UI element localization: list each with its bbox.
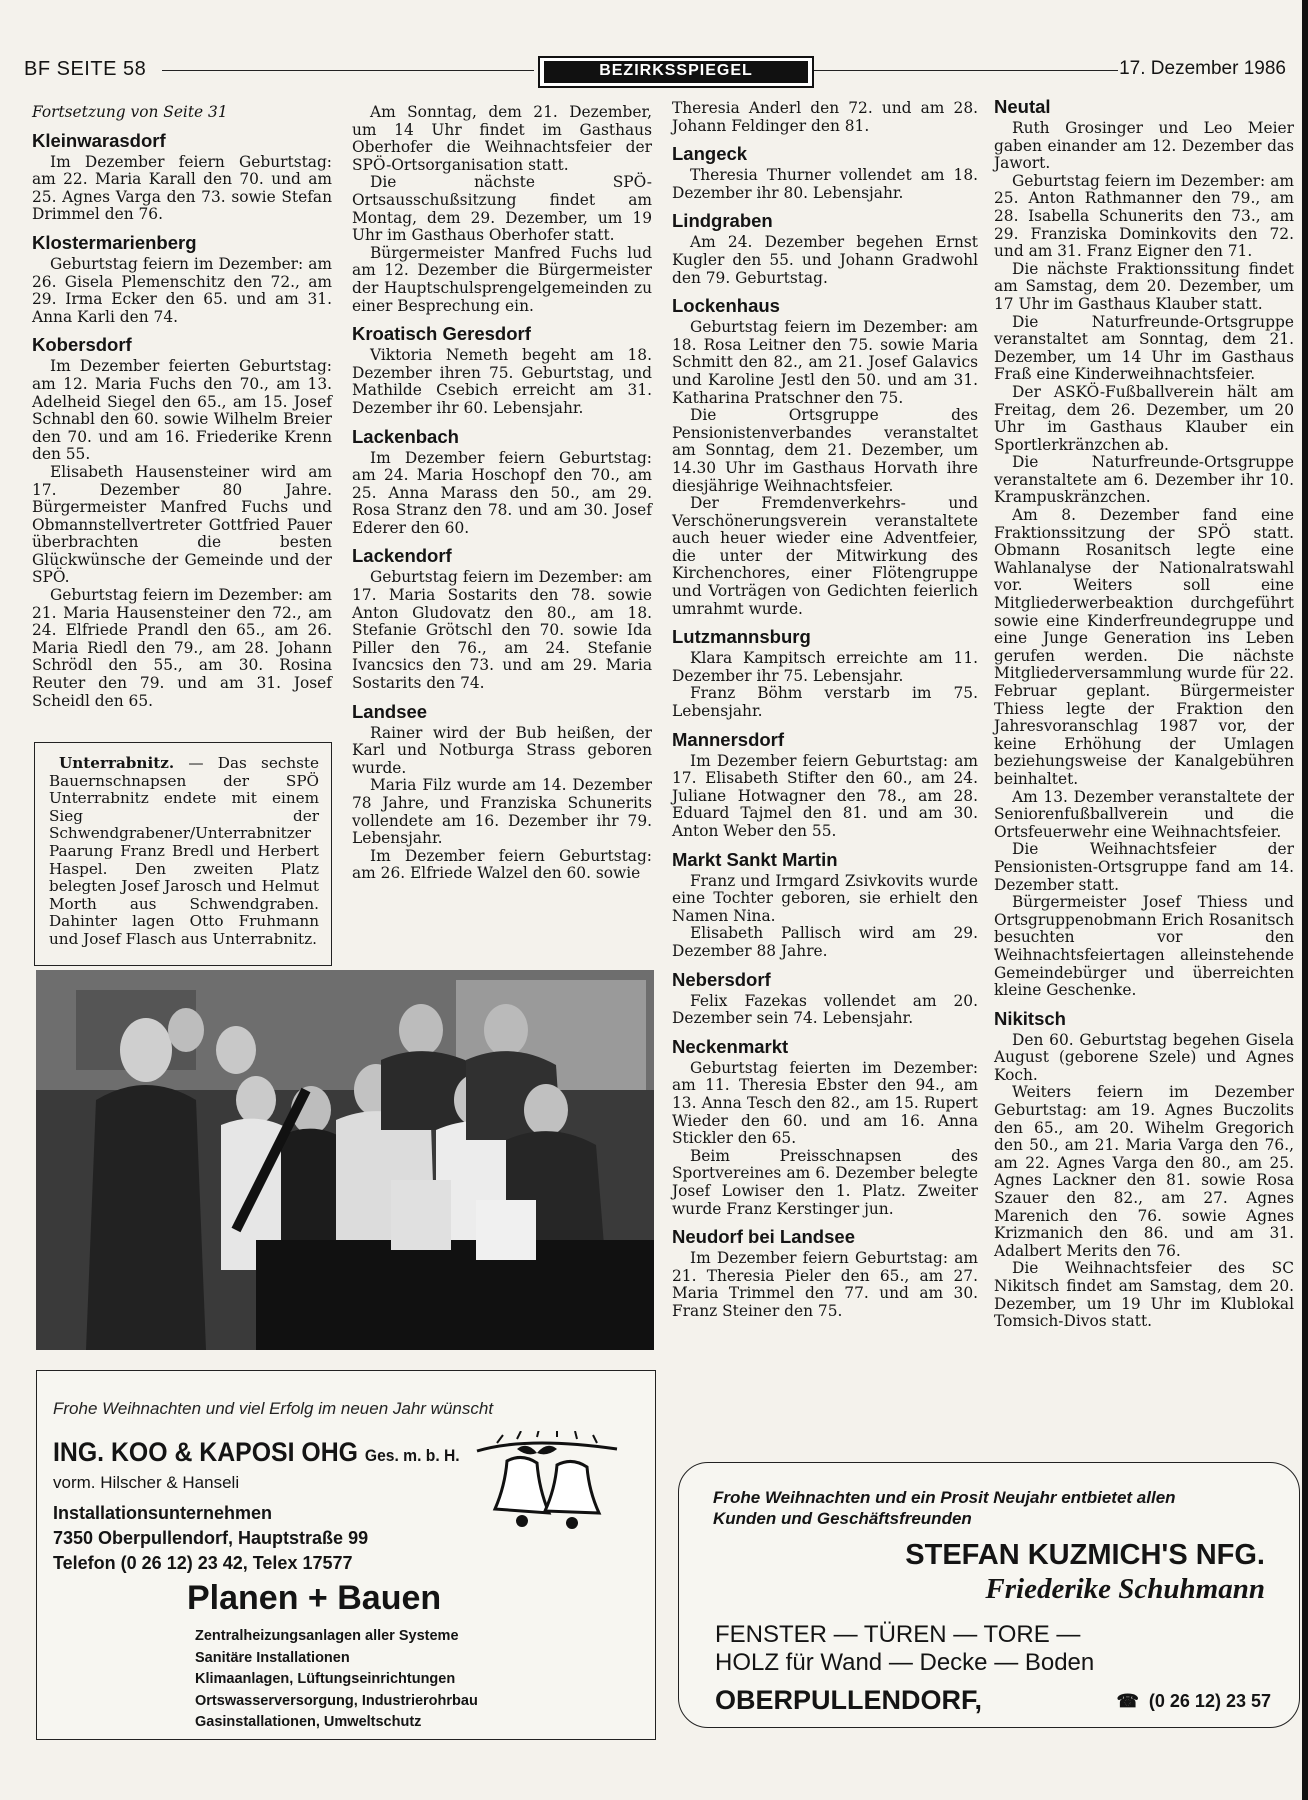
paragraph: Felix Fazekas vollendet am 20. Dezember sein 74. Lebensjahr. bbox=[672, 991, 978, 1028]
photo-illustration bbox=[36, 970, 654, 1350]
header-rule-right bbox=[814, 70, 1118, 71]
heading-klostermarienberg: Klostermarienberg bbox=[32, 231, 197, 253]
paragraph: Am Sonntag, dem 21. Dezember, um 14 Uhr findet im Gasthaus Oberhofer die Weihnachtsfeier der SPÖ-Ortsorganisation statt. bbox=[352, 103, 652, 174]
paragraph: Elisabeth Hausensteiner wird am 17. Dezember 80 Jahre. Bürgermeister Manfred Fuchs und Obmannstellvertreter Gottfried Pauer überbrachten die besten Glückwünsche der Gemeinde und der SPÖ. bbox=[32, 462, 332, 587]
box-lead: Unterrabnitz. bbox=[59, 754, 175, 772]
continuation-note: Fortsetzung von Seite 31 bbox=[32, 103, 228, 121]
ad-firm-suffix: Ges. m. b. H. bbox=[364, 1446, 460, 1465]
heading-kroatisch-geresdorf: Kroatisch Geresdorf bbox=[352, 323, 531, 345]
paragraph: Maria Filz wurde am 14. Dezember 78 Jahre, und Franziska Schunerits vollendete am 16. Dezember ihr 79. Lebensjahr. bbox=[352, 776, 652, 848]
ad-greeting-line: Frohe Weihnachten und ein Prosit Neujahr entbietet allen bbox=[713, 1488, 1176, 1507]
paragraph: Franz und Irmgard Zsivkovits wurde eine Tochter geboren, sie erhielt den Namen Nina. bbox=[672, 871, 978, 925]
paragraph: Im Dezember feiern Geburtstag: am 22. Maria Karall den 70. und am 25. Agnes Varga den 73. sowie Stefan Drimmel den 76. bbox=[32, 152, 332, 224]
paragraph: Am 13. Dezember veranstaltete der Seniorenfußballverein und die Ortsfeuerwehr eine Weihnachtsfeier. bbox=[994, 787, 1294, 841]
ad-greeting-line: Kunden und Geschäftsfreunden bbox=[713, 1509, 972, 1528]
paragraph: Theresia Thurner vollendet am 18. Dezember ihr 80. Lebensjahr. bbox=[672, 166, 978, 202]
group-photo bbox=[36, 970, 654, 1350]
ad-phone bbox=[1116, 1691, 1271, 1712]
paragraph: Geburtstag feiern im Dezember: am 18. Rosa Leitner den 75. sowie Maria Schmitt den 82., am 21. Josef Galavics und Karoline Jestl den 50. und am 31. Katharina Pratschner den 75. bbox=[672, 318, 978, 407]
ad-phone-number: (0 26 12) 23 57 bbox=[1148, 1691, 1271, 1711]
paragraph: Franz Böhm verstarb im 75. Lebensjahr. bbox=[672, 684, 978, 721]
ad-phone: Telefon (0 26 12) 23 42, Telex 17577 bbox=[53, 1553, 353, 1573]
heading-nikitsch: Nikitsch bbox=[994, 1007, 1066, 1029]
heading-markt-sankt-martin: Markt Sankt Martin bbox=[672, 848, 838, 870]
heading-lackenbach: Lackenbach bbox=[352, 425, 459, 447]
heading-kobersdorf: Kobersdorf bbox=[32, 334, 132, 356]
heading-neutal: Neutal bbox=[994, 96, 1051, 117]
heading-kleinwarasdorf: Kleinwarasdorf bbox=[32, 129, 166, 151]
ad-products-line: HOLZ für Wand — Decke — Boden bbox=[715, 1649, 1095, 1676]
ad-address: 7350 Oberpullendorf, Hauptstraße 99 bbox=[53, 1528, 369, 1548]
box-text bbox=[49, 755, 319, 949]
service-item: Gasinstallationen, Umweltschutz bbox=[195, 1714, 422, 1730]
page-header bbox=[24, 56, 1286, 86]
service-item: Zentralheizungsanlagen aller Systeme bbox=[195, 1628, 459, 1644]
ad-slogan: Planen + Bauen bbox=[187, 1579, 442, 1617]
ad-products-line: FENSTER — TÜREN — TORE — bbox=[715, 1621, 1081, 1648]
paragraph: Weiters feiern im Dezember Geburtstag: am 19. Agnes Buczolits den 65., am 20. Wihelm Gregorich den 50., am 21. Maria Varga den 76., am 22. Agnes Varga den 80., am 25. Agnes Lackner den 81. sowie Rosa Szauer den 82., am 27. Agnes Marenich den 76. sowie Agnes Krizmanich den 86. und am 31. Adalbert Merits den 76. bbox=[994, 1083, 1294, 1260]
ad-firm-name: STEFAN KUZMICH'S NFG. bbox=[905, 1539, 1265, 1571]
paragraph: Geburtstag feiern im Dezember: am 21. Maria Hausensteiner den 72., am 24. Elfriede Prandl den 65., am 26. Maria Riedl den 79., am 28. Johann Schrödl den 55., am 30. Rosina Reuter den 79. und am 31. Josef Scheidl den 65. bbox=[32, 586, 332, 710]
heading-lindgraben: Lindgraben bbox=[672, 210, 773, 232]
ad-greeting bbox=[713, 1487, 1176, 1529]
paragraph: Den 60. Geburtstag begehen Gisela August (geborene Szele) und Agnes Koch. bbox=[994, 1030, 1294, 1084]
telephone-icon: ☎ bbox=[1116, 1691, 1139, 1711]
paragraph: Geburtstag feierten im Dezember: am 11. Theresia Ebster den 94., am 13. Anna Tesch den 82., am 15. Rupert Wieder den 60. und am 16. Anna Stickler den 65. bbox=[672, 1058, 978, 1148]
paragraph: Der ASKÖ-Fußballverein hält am Freitag, dem 26. Dezember, um 20 Uhr im Gasthaus Klauber ein Sportlerkränzchen ab. bbox=[994, 382, 1294, 454]
paragraph: Beim Preisschnapsen des Sportvereines am 6. Dezember belegte Josef Lowiser den 1. Platz. Zweiter wurde Franz Kerstinger jun. bbox=[672, 1146, 978, 1218]
paragraph: Klara Kampitsch erreichte am 11. Dezember ihr 75. Lebensjahr. bbox=[672, 649, 978, 685]
paragraph: Ruth Grosinger und Leo Meier gaben einander am 12. Dezember das Jawort. bbox=[994, 119, 1294, 173]
paragraph: Am 24. Dezember begehen Ernst Kugler den 55. und Johann Gradwohl den 79. Geburtstag. bbox=[672, 233, 978, 287]
ad-services bbox=[195, 1626, 478, 1734]
ad-city: OBERPULLENDORF, bbox=[715, 1685, 983, 1715]
paragraph: Rainer wird der Bub heißen, der Karl und Notburga Strass geboren wurde. bbox=[352, 723, 652, 777]
heading-nebersdorf: Nebersdorf bbox=[672, 968, 771, 990]
service-item: Klimaanlagen, Lüftungseinrichtungen bbox=[195, 1671, 456, 1687]
heading-lockenhaus: Lockenhaus bbox=[672, 295, 780, 317]
paragraph: Die nächste SPÖ-Ortsausschußsitzung findet am Montag, dem 29. Dezember, um 19 Uhr im Gasthaus Oberhofer statt. bbox=[352, 173, 652, 245]
paragraph: Im Dezember feiern Geburtstag: am 21. Theresia Pieler den 65., am 27. Maria Trimmel den 77. und am 30. Franz Steiner den 75. bbox=[672, 1249, 978, 1320]
paragraph: Theresia Anderl den 72. und am 28. Johann Feldinger den 81. bbox=[672, 99, 978, 135]
paragraph: Geburtstag feiern im Dezember: am 25. Anton Rathmanner den 79., am 28. Isabella Schunerits den 73., am 29. Franziska Dominkovits den 72. und am 31. Franz Eigner den 71. bbox=[994, 171, 1294, 261]
ad-greeting: Frohe Weihnachten und viel Erfolg im neuen Jahr wünscht bbox=[53, 1399, 494, 1418]
heading-mannersdorf: Mannersdorf bbox=[672, 728, 785, 750]
heading-lutzmannsburg: Lutzmannsburg bbox=[672, 626, 811, 648]
column-2 bbox=[352, 104, 652, 883]
heading-landsee: Landsee bbox=[352, 700, 428, 722]
section-label: BEZIRKSSPIEGEL bbox=[544, 61, 808, 83]
service-item: Ortswasserversorgung, Industrierohrbau bbox=[195, 1692, 478, 1709]
paragraph: Elisabeth Pallisch wird am 29. Dezember 88 Jahre. bbox=[672, 924, 978, 960]
paragraph: Im Dezember feiern Geburtstag: am 17. Elisabeth Stifter den 60., am 24. Juliane Hotwagner den 78., am 28. Eduard Tajmel den 81. und am 30. Anton Weber den 55. bbox=[672, 751, 978, 840]
paragraph: Im Dezember feiern Geburtstag: am 26. Elfriede Walzel den 60. sowie bbox=[352, 846, 652, 883]
heading-langeck: Langeck bbox=[672, 143, 748, 165]
ad-firm: ING. KOO & KAPOSI OHG bbox=[53, 1437, 359, 1467]
paragraph: Viktoria Nemeth begeht am 18. Dezember ihren 75. Geburtstag, und Mathilde Csebich erreicht am 31. Dezember ihr 60. Lebensjahr. bbox=[352, 346, 652, 417]
paragraph: Die Weihnachtsfeier der Pensionisten-Ortsgruppe fand am 14. Dezember statt. bbox=[994, 840, 1294, 894]
paragraph: Die Ortsgruppe des Pensionistenverbandes veranstaltet am Sonntag, dem 21. Dezember, um 14.30 Uhr im Gasthaus Horvath ihre diesjährige Weihnachtsfeier. bbox=[672, 406, 978, 495]
paragraph: Die Naturfreunde-Ortsgruppe veranstaltet am Sonntag, dem 21. Dezember, um 14 Uhr im Gasthaus Fraß eine Kinderweihnachtsfeier. bbox=[994, 312, 1294, 384]
paragraph: Die Weihnachtsfeier des SC Nikitsch findet am Samstag, dem 20. Dezember, um 19 Uhr im Klublokal Tomsich-Divos statt. bbox=[994, 1259, 1294, 1331]
header-rule-left bbox=[162, 70, 534, 71]
paragraph: Die nächste Fraktionssitung findet am Samstag, dem 20. Dezember, um 17 Uhr im Gasthaus Klauber statt. bbox=[994, 259, 1294, 313]
page-edge-shadow bbox=[1302, 0, 1308, 1800]
paragraph: Geburtstag feiern im Dezember: am 26. Gisela Plemenschitz den 72., am 29. Irma Ecker den 65. und am 31. Anna Karli den 74. bbox=[32, 254, 332, 326]
ad-owner-name: Friederike Schuhmann bbox=[985, 1573, 1265, 1605]
paragraph: Die Naturfreunde-Ortsgruppe veranstaltete am 6. Dezember ihr 10. Krampuskränzchen. bbox=[994, 453, 1294, 507]
heading-neudorf-bei-landsee: Neudorf bei Landsee bbox=[672, 1226, 855, 1248]
paragraph: Am 8. Dezember fand eine Fraktionssitzung der SPÖ statt. Obmann Rosanitsch legte eine Wahlanalyse der Nationalratswahl vor. Weiters soll eine Mitgliederwerbeaktion durchgeführt sowie eine Kinderfreundegruppe und eine Junge Generation ins Leben gerufen werden. Die nächste Mitgliederversammlung wurde für 22. Februar geplant. Bürgermeister Thiess legte der Fraktion den Jahresvoranschlag 1987 vor, der keine Erhöhung der Umlagen beziehungsweise der Kanalgebühren beinhaltet. bbox=[994, 506, 1294, 788]
section-label-box bbox=[538, 56, 814, 88]
advertisement-kuzmich bbox=[678, 1462, 1300, 1728]
heading-lackendorf: Lackendorf bbox=[352, 545, 452, 567]
column-4 bbox=[994, 96, 1294, 1331]
page-number: BF SEITE 58 bbox=[24, 58, 147, 80]
ad-line: Installationsunternehmen bbox=[53, 1503, 273, 1523]
paragraph: Im Dezember feiern Geburtstag: am 24. Maria Hoschopf den 70., am 25. Anna Marass den 50., am 29. Rosa Stranz den 78. und am 30. Josef Ederer den 60. bbox=[352, 448, 652, 537]
christmas-bells-icon bbox=[467, 1431, 627, 1541]
ad-contact-block bbox=[53, 1501, 368, 1576]
ad-firm-name bbox=[53, 1437, 460, 1468]
paragraph: Bürgermeister Josef Thiess und Ortsgruppenobmann Erich Rosanitsch besuchten vor den Weihnachtsfeiertagen alleinstehende Gemeindebürger und überreichten kleine Geschenke. bbox=[994, 893, 1294, 1000]
box-body: — Das sechste Bauernschnapsen der SPÖ Unterrabnitz endete mit einem Sieg der Schwendgrabener/Unterrabnitzer Paarung Franz Bredl und Herbert Haspel. Den zweiten Platz belegten Josef Jarosch und Helmut Morth aus Schwendgraben. Dahinter lagen Otto Fruhmann und Josef Flasch aus Unterrabnitz. bbox=[49, 754, 319, 948]
unterrabnitz-box bbox=[34, 742, 332, 966]
service-item: Sanitäre Installationen bbox=[195, 1649, 350, 1666]
advertisement-koo-kaposi bbox=[36, 1370, 656, 1740]
issue-date: 17. Dezember 1986 bbox=[1119, 58, 1286, 79]
paragraph: Bürgermeister Manfred Fuchs lud am 12. Dezember die Bürgermeister der Hauptschulsprengelgemeinden zu einer Besprechung ein. bbox=[352, 243, 652, 315]
paragraph: Im Dezember feierten Geburtstag: am 12. Maria Fuchs den 70., am 13. Adelheid Siegel den 65., am 15. Josef Schnabl den 60. sowie Wilhelm Breier den 70. und am 16. Friederike Krenn den 55. bbox=[32, 357, 332, 464]
column-1 bbox=[32, 104, 332, 710]
heading-neckenmarkt: Neckenmarkt bbox=[672, 1035, 789, 1057]
paragraph: Der Fremdenverkehrs- und Verschönerungsverein veranstaltete auch heuer wieder eine Adventfeier, die unter der Mitwirkung des Kirchenchores, einer Flötengruppe und Vorträgen von Gedichten feierlich umrahmt wurde. bbox=[672, 494, 978, 618]
column-3 bbox=[672, 100, 978, 1320]
paragraph: Geburtstag feiern im Dezember: am 17. Maria Sostarits den 78. sowie Anton Gludovatz den 80., am 18. Stefanie Grötschl den 70. sowie Ida Piller den 76., am 24. Stefanie Ivancsics den 73. und am 29. Maria Sostarits den 74. bbox=[352, 568, 652, 693]
ad-former-name: vorm. Hilscher & Hanseli bbox=[53, 1473, 240, 1492]
